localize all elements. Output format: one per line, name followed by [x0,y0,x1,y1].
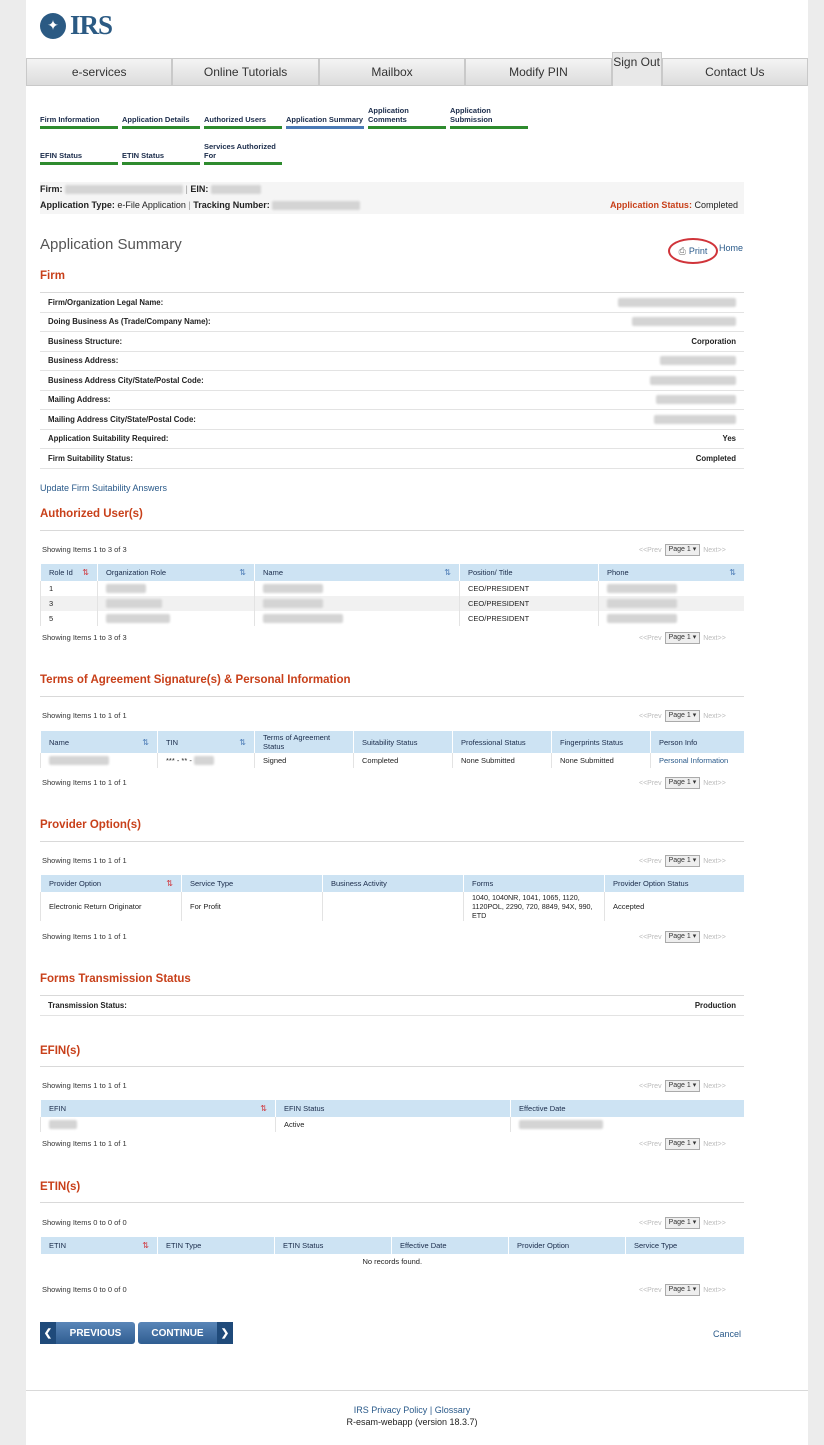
divider [40,1066,744,1067]
next-link[interactable]: Next>> [703,712,726,720]
prev-link[interactable]: <<Prev [639,546,662,554]
showing-count: Showing Items 1 to 1 of 1 [42,932,127,941]
firm-row: Firm/Organization Legal Name: [40,293,744,313]
sort-icon[interactable]: ⇅ [239,568,246,577]
showing-count: Showing Items 1 to 3 of 3 [42,545,127,554]
col-tin[interactable]: TIN ⇅ [158,731,255,753]
page-select[interactable]: Page 1 ▾ [665,544,701,556]
sort-icon[interactable]: ⇅ [239,737,246,747]
col-provider-option: Provider Option [509,1237,626,1254]
footer-links: IRS Privacy Policy | Glossary [353,1405,471,1415]
application-info-bar: Firm: | EIN: Application Type: e-File Application | Tracking Number: Application Status: Completed [40,182,744,214]
step-application-details[interactable]: Application Details [122,106,200,129]
pager [639,1284,726,1296]
app-status-label: Application Status: [609,200,692,210]
printer-icon: ⎙ [678,245,686,256]
top-navigation [26,55,808,86]
page-select[interactable]: Page 1 ▾ [665,1138,701,1150]
prev-link[interactable]: <<Prev [639,712,662,720]
ein-value-redacted [211,185,261,194]
col-professional: Professional Status [453,731,552,753]
sort-icon[interactable]: ⇅ [142,737,149,747]
app-type-label: Application Type: [40,200,115,210]
page-select[interactable]: Page 1 ▾ [665,931,701,943]
showing-count: Showing Items 1 to 1 of 1 [42,1081,127,1090]
next-link[interactable]: Next>> [703,1286,726,1294]
tab-online-tutorials[interactable]: Online Tutorials [172,58,318,86]
sort-icon[interactable]: ⇅ [260,1104,267,1113]
step-services-authorized[interactable]: Services Authorized For [204,142,282,165]
page-select[interactable]: Page 1 ▾ [665,632,701,644]
personal-information-link[interactable]: Personal Information [651,753,745,768]
pager [639,632,726,644]
provider-section-title: Provider Option(s) [40,819,141,831]
pager [639,544,726,556]
table-row [41,1254,745,1269]
col-suitability: Suitability Status [354,731,453,753]
prev-link[interactable]: <<Prev [639,1140,662,1148]
step-application-submission[interactable]: Application Submission [450,106,528,129]
col-fingerprints: Fingerprints Status [552,731,651,753]
showing-count: Showing Items 1 to 1 of 1 [42,711,127,720]
sort-icon[interactable]: ⇅ [142,1241,149,1250]
cancel-link[interactable]: Cancel [713,1329,742,1339]
continue-button[interactable]: CONTINUE ❯ [138,1322,233,1344]
tracking-label: Tracking Number: [193,200,270,210]
next-link[interactable]: Next>> [703,546,726,554]
chevron-left-icon: ❮ [40,1322,56,1344]
prev-link[interactable]: <<Prev [639,857,662,865]
sort-icon[interactable]: ⇅ [729,568,736,577]
sort-icon[interactable]: ⇅ [444,568,451,577]
irs-logo[interactable] [40,10,112,41]
next-link[interactable]: Next>> [703,1140,726,1148]
next-link[interactable]: Next>> [703,634,726,642]
previous-button[interactable]: ❮ PREVIOUS [40,1322,135,1344]
sort-icon[interactable]: ⇅ [166,879,173,888]
firm-row: Business Address: [40,352,744,372]
pager [639,1138,726,1150]
transmission-details [40,996,744,1016]
authorized-users-title: Authorized User(s) [40,508,143,520]
col-effective-date: Effective Date [511,1100,745,1117]
page-select[interactable]: Page 1 ▾ [665,710,701,722]
table-row: *** - ** - Signed Completed None Submitted None Submitted Personal Information [41,753,745,768]
sort-icon[interactable]: ⇅ [82,568,89,577]
transmission-section-title: Forms Transmission Status [40,973,191,985]
tab-e-services[interactable]: e-services [26,58,172,86]
app-version: R-esam-webapp (version 18.3.7) [346,1417,478,1427]
pager [639,1217,726,1229]
transmission-row: Transmission Status: Production [40,996,744,1016]
prev-link[interactable]: <<Prev [639,1082,662,1090]
firm-section-title: Firm [40,270,65,282]
col-provider-option[interactable]: Provider Option ⇅ [41,875,182,892]
col-service-type: Service Type [626,1237,745,1254]
firm-label: Firm: [40,184,63,194]
col-person-info: Person Info [651,731,745,753]
tab-sign-out[interactable]: Sign Out [612,52,662,86]
provider-table [40,875,744,921]
pager [639,931,726,943]
prev-link[interactable]: <<Prev [639,1219,662,1227]
app-type-value: e-File Application [117,200,186,210]
firm-row: Firm Suitability Status: Completed [40,449,744,469]
firm-value-redacted [65,185,183,194]
col-org-role[interactable]: Organization Role ⇅ [98,564,255,581]
pager [639,1080,726,1092]
etin-section-title: ETIN(s) [40,1181,81,1193]
step-efin-status[interactable]: EFIN Status [40,142,118,165]
footer-divider [26,1390,808,1391]
divider [40,1202,744,1203]
divider [40,696,744,697]
tab-contact-us[interactable]: Contact Us [662,58,808,86]
glossary-link[interactable]: Glossary [434,1405,471,1415]
tracking-value-redacted [272,201,360,210]
privacy-policy-link[interactable]: IRS Privacy Policy [353,1405,428,1415]
eagle-icon: ✦ [40,13,66,39]
step-application-comments[interactable]: Application Comments [368,106,446,129]
divider [40,530,744,531]
col-etin-type: ETIN Type [158,1237,275,1254]
step-firm-information[interactable]: Firm Information [40,106,118,129]
toa-table [40,731,744,768]
authorized-users-table [40,564,744,626]
firm-row: Mailing Address City/State/Postal Code: [40,410,744,430]
col-effective-date: Effective Date [392,1237,509,1254]
col-business-activity: Business Activity [323,875,464,892]
step-etin-status[interactable]: ETIN Status [122,142,200,165]
divider [40,841,744,842]
page-select[interactable]: Page 1 ▾ [665,1217,701,1229]
print-label: Print [688,246,708,256]
next-link[interactable]: Next>> [703,1219,726,1227]
tab-mailbox[interactable]: Mailbox [319,58,465,86]
showing-count: Showing Items 0 to 0 of 0 [42,1218,127,1227]
col-etin[interactable]: ETIN ⇅ [41,1237,158,1254]
next-link[interactable]: Next>> [703,779,726,787]
showing-count: Showing Items 1 to 1 of 1 [42,1139,127,1148]
page-select[interactable]: Page 1 ▾ [665,1080,701,1092]
col-forms: Forms [464,875,605,892]
efin-section-title: EFIN(s) [40,1045,81,1057]
prev-link[interactable]: <<Prev [639,634,662,642]
showing-count: Showing Items 1 to 1 of 1 [42,778,127,787]
efin-table [40,1100,744,1132]
next-link[interactable]: Next>> [703,933,726,941]
chevron-right-icon: ❯ [217,1322,233,1344]
firm-row: Business Address City/State/Postal Code: [40,371,744,391]
logo-text: IRS [70,10,113,40]
page-select[interactable]: Page 1 ▾ [665,855,701,867]
pager [639,855,726,867]
table-row: Active [41,1117,745,1132]
page-select[interactable]: Page 1 ▾ [665,777,701,789]
col-service-type: Service Type [182,875,323,892]
next-link[interactable]: Next>> [703,857,726,865]
update-suitability-link[interactable]: Update Firm Suitability Answers [40,483,168,493]
firm-row: Doing Business As (Trade/Company Name): [40,313,744,333]
toa-section-title: Terms of Agreement Signature(s) & Personal Information [40,674,351,686]
prev-link[interactable]: <<Prev [639,779,662,787]
col-etin-status: ETIN Status [275,1237,392,1254]
app-status-value: Completed [694,200,738,210]
wizard-steps-row2 [40,142,540,165]
col-provider-status: Provider Option Status [605,875,745,892]
print-button[interactable] [668,238,718,264]
table-row: Electronic Return Originator For Profit 1040, 1040NR, 1041, 1065, 1120, 1120POL, 2290, 720, 8849, 94X, 990, ETD Accepted [41,892,745,921]
tab-modify-pin[interactable]: Modify PIN [465,58,611,86]
col-name[interactable]: Name ⇅ [255,564,460,581]
etin-table [40,1237,744,1269]
col-role-id[interactable]: Role Id ⇅ [41,564,98,581]
home-link[interactable]: Home [719,243,744,253]
firm-details [40,293,744,469]
wizard-steps-row1 [40,106,540,129]
page-select[interactable]: Page 1 ▾ [665,1284,701,1296]
pager [639,710,726,722]
col-toa-status: Terms of Agreement Status [255,731,354,753]
col-efin[interactable]: EFIN ⇅ [41,1100,276,1117]
pager [639,777,726,789]
next-link[interactable]: Next>> [703,1082,726,1090]
col-name[interactable]: Name ⇅ [41,731,158,753]
prev-link[interactable]: <<Prev [639,1286,662,1294]
table-row: 3 CEO/PRESIDENT [41,596,745,611]
step-application-summary[interactable]: Application Summary [286,106,364,129]
firm-row: Mailing Address: [40,391,744,411]
col-phone[interactable]: Phone ⇅ [599,564,745,581]
step-authorized-users[interactable]: Authorized Users [204,106,282,129]
ein-label: EIN: [190,184,209,194]
firm-row: Application Suitability Required: Yes [40,430,744,450]
col-position: Position/ Title [460,564,599,581]
showing-count: Showing Items 0 to 0 of 0 [42,1285,127,1294]
table-row: 5 CEO/PRESIDENT [41,611,745,626]
prev-link[interactable]: <<Prev [639,933,662,941]
table-row: 1 CEO/PRESIDENT [41,581,745,596]
showing-count: Showing Items 1 to 3 of 3 [42,633,127,642]
showing-count: Showing Items 1 to 1 of 1 [42,856,127,865]
page-title: Application Summary [40,236,182,253]
col-efin-status: EFIN Status [276,1100,511,1117]
no-records-message: No records found. [362,1257,423,1266]
firm-row: Business Structure: Corporation [40,332,744,352]
